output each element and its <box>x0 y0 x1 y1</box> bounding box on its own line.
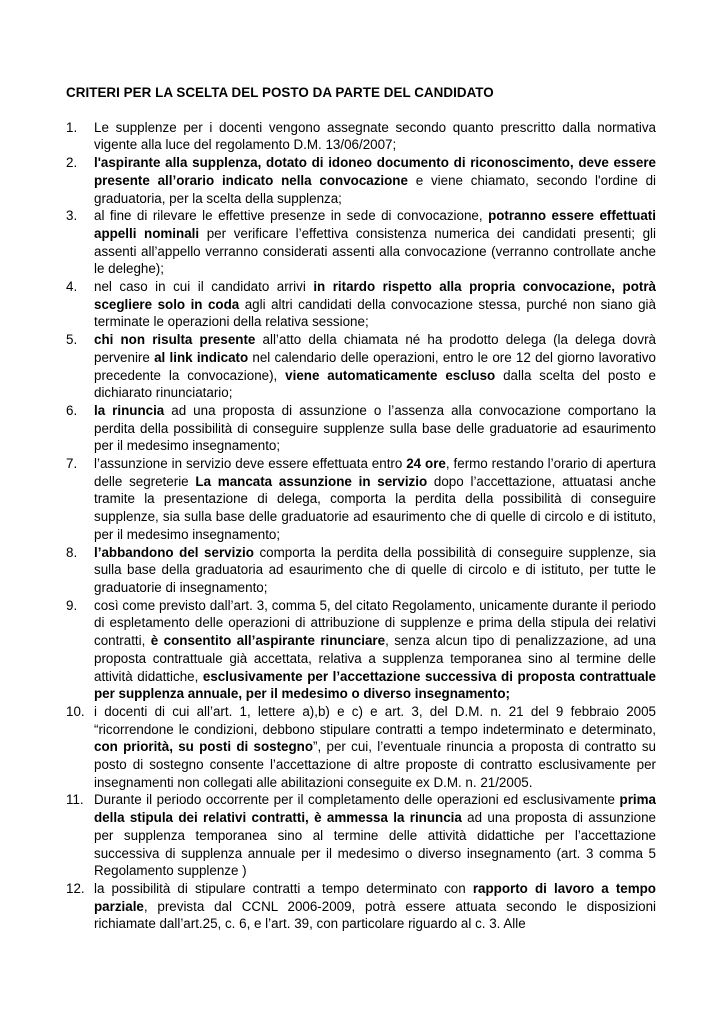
bold-text: è consentito all’aspirante rinunciare <box>150 633 386 649</box>
list-item-text: agli altri candidati della convocazione stessa, purché non siano già terminate le operazioni della relativa sessione; <box>94 296 656 330</box>
bold-text: l’abbandono del servizio <box>94 544 254 560</box>
list-item-number: 9. <box>66 597 78 613</box>
list-item <box>66 880 656 933</box>
list-item <box>66 154 656 207</box>
list-item <box>66 278 656 331</box>
list-item-text: dopo l’accettazione, attuatasi anche tramite la presentazione di delega, comporta la perdita della possibilità di conseguire supplenze, sia sulla base delle graduatorie ad esaurimento che di quelle di circolo e di istituto, per il medesimo insegnamento; <box>94 473 656 542</box>
list-item-text: ad una proposta di assunzione o l’assenza alla convocazione comportano la perdita della possibilità di conseguire supplenze sulla base delle graduatorie ad esaurimento per il medesimo insegnamento; <box>94 402 656 454</box>
bold-text: viene automaticamente escluso <box>285 367 496 383</box>
criteria-list <box>66 119 656 933</box>
list-item-number: 12. <box>66 880 85 896</box>
list-item-number: 5. <box>66 332 78 348</box>
bold-text: in ritardo rispetto alla propria convocazione, potrà scegliere solo in coda <box>94 279 656 312</box>
list-item <box>66 119 656 154</box>
bold-text: l'aspirante alla supplenza, dotato di idoneo documento di riconoscimento, deve essere presente all’orario indicato nella convocazione <box>94 155 656 188</box>
bold-text: con priorità, su posti di sostegno <box>94 739 314 755</box>
bold-text: esclusivamente per l’accettazione successiva di proposta contrattuale per supplenza annuale, per il medesimo o diverso insegnamento; <box>94 668 656 702</box>
list-item-text: ad una proposta di assunzione per supplenza temporanea sino al termine delle attività didattiche per l’accettazione successiva di supplenza annuale per il medesimo o diverso insegnamento (art. 3 comma 5 Regolamento supplenze ) <box>94 810 656 879</box>
list-item-number: 8. <box>66 544 78 560</box>
list-item-text: comporta la perdita della possibilità di conseguire supplenze, sia sulla base della graduatoria ad esaurimento che di quelle di circolo e di istituto, per tutte le graduatorie di insegnamento; <box>94 544 657 595</box>
list-item-number: 4. <box>66 279 78 295</box>
list-item-text: ”, per cui, l’eventuale rinuncia a proposta di contratto su posto di sostegno consente l’accettazione di altre proposte di contratto esclusivamente per insegnamenti non collegati alle abilitazioni conseguite ex D.M. n. 21/2005. <box>94 739 656 790</box>
list-item-number: 11. <box>66 792 84 808</box>
list-item-text: nel calendario delle operazioni, entro le ore 12 del giorno lavorativo precedente la convocazione), <box>94 349 656 383</box>
list-item <box>66 703 656 792</box>
list-item-text: al fine di rilevare le effettive presenze in sede di convocazione, <box>94 208 489 224</box>
list-item-text: Durante il periodo occorrente per il completamento delle operazioni ed esclusivamente <box>94 792 620 808</box>
list-item-number: 6. <box>66 402 78 418</box>
list-item-number: 2. <box>66 155 78 171</box>
list-item <box>66 402 656 455</box>
list-item-text: dalla scelta del posto e dichiarato rinunciatario; <box>94 367 657 401</box>
bold-text: al link indicato <box>154 349 249 365</box>
list-item-text: i docenti di cui all’art. 1, lettere a),b) e c) e art. 3, del D.M. n. 21 del 9 febbraio 2005 “ricorrendone le condizioni, debbono stipulare contratti a tempo indeterminato e determinato, <box>94 703 656 737</box>
document-page <box>66 84 656 933</box>
bold-text: potranno essere effettuati appelli nominali <box>94 208 656 241</box>
list-item <box>66 597 656 703</box>
list-item-number: 3. <box>66 208 78 224</box>
bold-text: 24 ore <box>406 456 446 472</box>
list-item <box>66 791 656 880</box>
list-item-text: e viene chiamato, secondo l'ordine di graduatoria, per la scelta della supplenza; <box>94 172 656 206</box>
bold-text: la rinuncia <box>94 402 165 418</box>
bold-text: rapporto di lavoro a tempo parziale <box>94 880 656 914</box>
bold-text: chi non risulta presente <box>94 332 256 348</box>
bold-text: La mancata assunzione in servizio <box>195 473 428 489</box>
list-item <box>66 207 656 278</box>
list-item <box>66 455 656 544</box>
bold-text: prima della stipula dei relativi contratti, è ammessa la rinuncia <box>94 792 656 826</box>
list-item-text: , prevista dal CCNL 2006-2009, potrà essere attuata secondo le disposizioni richiamate dall’art.25, c. 6, e l’art. 39, con particolare riguardo al c. 3. Alle <box>94 898 656 932</box>
list-item-number: 7. <box>66 456 78 472</box>
list-item-text: così come previsto dall’art. 3, comma 5, del citato Regolamento, unicamente durante il periodo di espletamento delle operazioni di attribuzione di supplenze e prima della stipula dei relativi contratti, <box>94 597 656 649</box>
list-item-text: all’atto della chiamata né ha prodotto delega (la delega dovrà pervenire <box>94 332 656 365</box>
list-item-text: l’assunzione in servizio deve essere effettuata entro <box>94 456 407 472</box>
list-item-text: , senza alcun tipo di penalizzazione, ad una proposta contrattuale già accettata, relativa a supplenza temporanea sino al termine delle attività didattiche, <box>94 633 656 684</box>
list-item-text: per verificare l’effettiva consistenza numerica dei candidati presenti; gli assenti all’appello verranno considerati assenti alla convocazione (verranno controllate anche le deleghe); <box>94 225 656 277</box>
list-item <box>66 331 656 402</box>
list-item-number: 10. <box>66 703 85 719</box>
document-title: CRITERI PER LA SCELTA DEL POSTO DA PARTE DEL CANDIDATO <box>66 85 494 100</box>
list-item-text: Le supplenze per i docenti vengono assegnate secondo quanto prescritto dalla normativa vigente alla luce del regolamento D.M. 13/06/2007; <box>94 119 656 153</box>
list-item-number: 1. <box>66 119 78 135</box>
list-item-text: , fermo restando l’orario di apertura delle segreterie <box>94 456 656 489</box>
list-item-text: la possibilità di stipulare contratti a tempo determinato con <box>94 880 473 896</box>
list-item-text: nel caso in cui il candidato arrivi <box>94 279 314 295</box>
list-item <box>66 544 656 597</box>
